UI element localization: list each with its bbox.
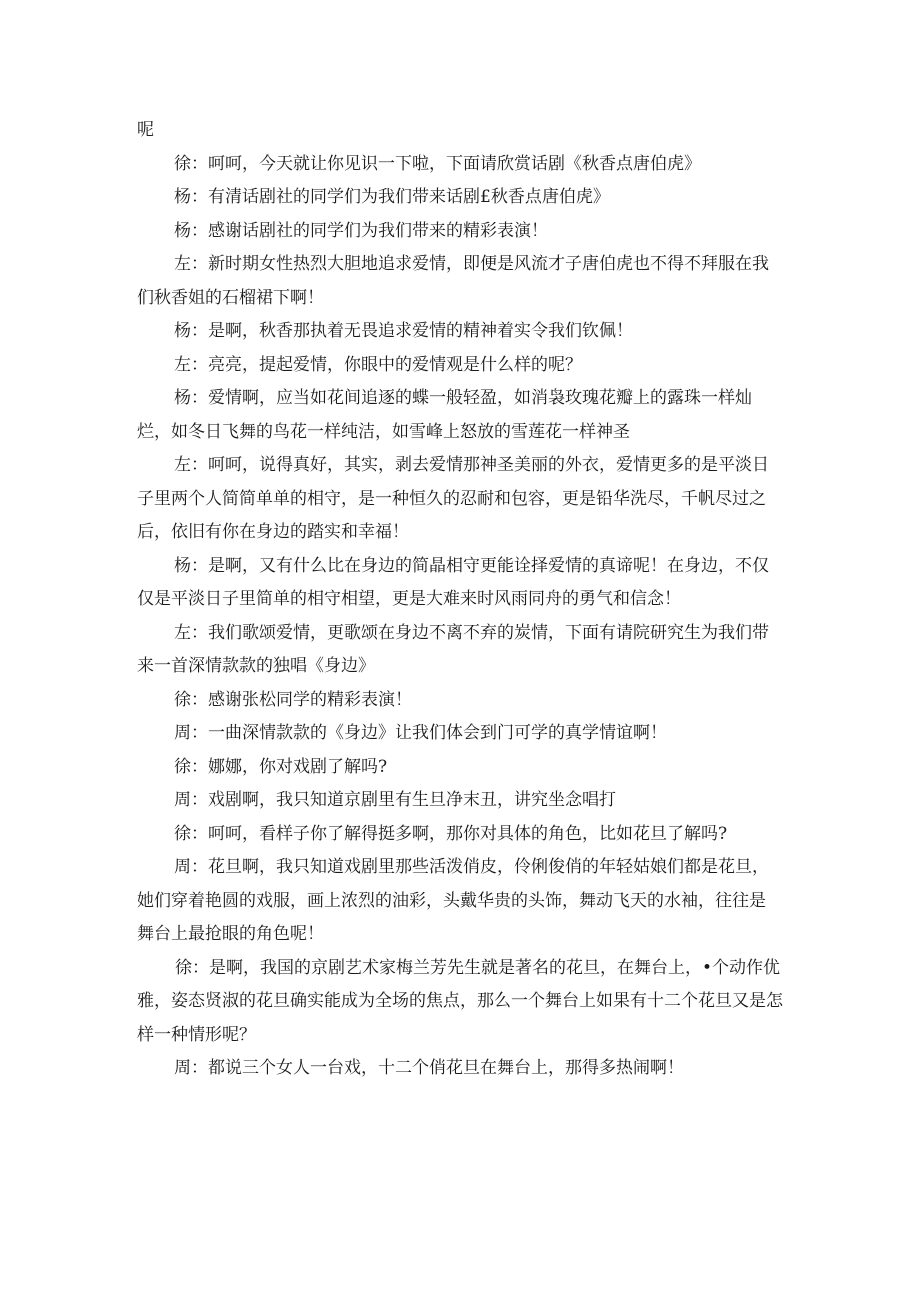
text-line: 仅是平淡日子里简单的相守相望，更是大难来时风雨同舟的勇气和信念！ (137, 589, 681, 609)
dialogue-line: 左：亮亮，提起爱情，你眼中的爱情观是什么样的呢？ (174, 354, 582, 375)
dialogue-line: 杨：是啊，又有什么比在身边的简晶相守更能诠择爱情的真谛呢！在身边，不仅 (174, 555, 769, 576)
text-line: 来一首深情款款的独唱《身边》 (137, 656, 375, 676)
dialogue-line: 左：呵呵，说得真好，其实，剥去爱情那神圣美丽的外衣，爱情更多的是平淡日 (174, 455, 769, 475)
dialogue-line: 周：花旦啊，我只知道戏剧里那些活泼俏皮，伶俐俊俏的年轻姑娘们都是花旦， (174, 857, 769, 877)
dialogue-line: 左：新时期女性热烈大胆地追求爱情，即便是风流才子唐伯虎也不得不拜服在我 (174, 254, 769, 274)
dialogue-line: 周：戏剧啊，我只知道京剧里有生旦净末丑，讲究坐念唱打 (174, 790, 616, 810)
text-line: 她们穿着艳圆的戏服，画上浓烈的油彩，头戴华贵的头饰，舞动飞天的水袖，往往是 (137, 890, 766, 911)
dialogue-line: 左：我们歌颂爱情，更歌颂在身边不离不弃的炭情，下面有请院研究生为我们带 (174, 622, 769, 643)
dialogue-line: 徐：呵呵，看样子你了解得挺多啊，那你对具体的角色，比如花旦了解吗? (174, 823, 728, 844)
text-line: 样一种情形呢？ (137, 1024, 256, 1045)
dialogue-line: 杨：感谢话剧社的同学们为我们带来的精彩表演！ (174, 220, 548, 241)
dialogue-line: 周：都说三个女人一台戏，十二个俏花旦在舞台上，那得多热闹啊！ (174, 1058, 684, 1078)
dialogue-line: 徐：娜娜，你对戏剧了解吗? (174, 756, 388, 777)
text-line: 后，依旧有你在身边的踏实和幸福！ (137, 522, 409, 542)
script-text (137, 114, 787, 1086)
text-line: 舞台上最抢眼的角色呢！ (137, 924, 324, 944)
dialogue-line: 杨：是啊，秋香那执着无畏追求爱情的精神着实令我们钦佩！ (174, 321, 633, 341)
dialogue-line: 徐：感谢张松同学的精彩表演！ (174, 689, 412, 710)
dialogue-line: 周：一曲深情款款的《身边》让我们体会到门可学的真学情谊啊！ (174, 723, 667, 743)
text-line: 雅，姿态贤淑的花旦确实能成为全场的焦点，那么一个舞台上如果有十二个花旦又是怎 (137, 991, 783, 1011)
dialogue-line: 徐：是啊，我国的京剧艺术家梅兰芳先生就是著名的花旦，在舞台上，•个动作优 (175, 957, 781, 978)
dialogue-line: 杨：爱情啊，应当如花间追逐的蝶一般轻盈，如消袅玫瑰花瓣上的露珠一样灿 (174, 388, 752, 408)
text-line: 烂，如冬日飞舞的鸟花一样纯洁，如雪峰上怒放的雪莲花一样神圣 (137, 421, 630, 442)
text-line: 呢 (137, 120, 154, 140)
text-line: 子里两个人简简单单的相守，是一种恒久的忍耐和包容，更是铅华洗尽，千帆尽过之 (137, 488, 766, 509)
dialogue-line: 杨：有清话剧社的同学们为我们带来话剧£秋香点唐伯虎》 (174, 187, 610, 207)
text-line: 们秋香姐的石榴裙下啊！ (137, 287, 324, 308)
dialogue-line: 徐：呵呵，今天就让你见识一下啦，下面请欣赏话剧《秋香点唐伯虎》 (174, 153, 701, 174)
